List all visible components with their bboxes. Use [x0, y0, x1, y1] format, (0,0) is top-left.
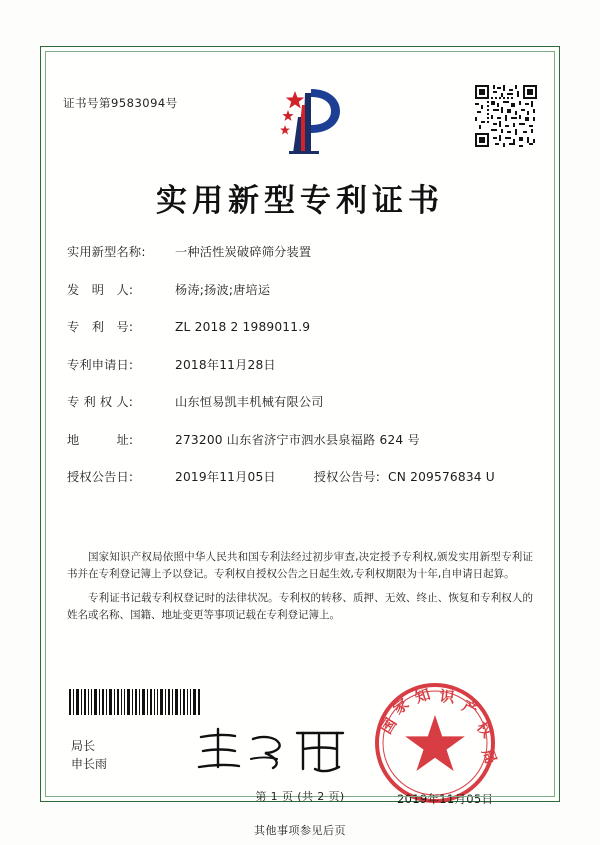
field-label: 实用新型名称: — [67, 245, 146, 259]
footer-note: 其他事项参见后页 — [254, 824, 346, 837]
field-row-patent-number — [67, 318, 533, 335]
field-label: 专利申请日: — [67, 357, 134, 372]
field-value: 273200 山东省济宁市泗水县泉福路 624 号 — [175, 432, 420, 447]
field-label: 专 利 权 人: — [67, 395, 134, 409]
svg-text:家: 家 — [389, 694, 413, 719]
handwritten-signature — [191, 723, 361, 777]
signature-name: 申长雨 — [71, 757, 108, 771]
field-row-address — [67, 431, 533, 448]
seal-date: 2019年11月05日 — [397, 792, 494, 806]
field-label: 地 址: — [67, 432, 134, 447]
field-row-grant-announcement — [67, 468, 533, 485]
page-title: 实用新型专利证书 — [156, 183, 444, 219]
legal-paragraph-2: 专利证书记载专利权登记时的法律状况。专利权的转移、质押、无效、终止、恢复和专利权人的姓名或名称、国籍、地址变更等事项记载在专利登记簿上。 — [67, 592, 533, 621]
field-value: 一种活性炭破碎筛分装置 — [175, 245, 312, 259]
field-label: 发 明 人: — [67, 282, 134, 297]
signature-title: 局长 — [71, 739, 96, 753]
svg-text:知: 知 — [412, 685, 433, 707]
field-row-invention-name — [67, 243, 533, 260]
field-value: ZL 2018 2 1989011.9 — [175, 320, 311, 334]
field-value-grant-number: CN 209576834 U — [388, 469, 495, 484]
field-label-grant-number: 授权公告号: — [313, 469, 381, 484]
field-row-inventors — [67, 281, 533, 298]
signature-label — [71, 737, 107, 773]
field-row-patentee — [67, 393, 533, 410]
svg-text:国: 国 — [377, 714, 401, 738]
certificate-number: 证书号第9583094号 — [63, 96, 178, 110]
qr-code-icon — [475, 85, 537, 147]
field-label-grant-date: 授权公告日: — [67, 469, 134, 484]
svg-text:局: 局 — [478, 746, 499, 767]
field-value-grant-date: 2019年11月05日 — [175, 469, 276, 484]
field-row-application-date — [67, 356, 533, 373]
barcode-icon — [69, 689, 201, 715]
svg-text:产: 产 — [459, 696, 481, 720]
svg-text:识: 识 — [438, 687, 456, 707]
field-value: 2018年11月28日 — [175, 357, 276, 372]
field-label: 专 利 号: — [67, 320, 134, 334]
field-value: 杨涛;扬波;唐培运 — [175, 282, 271, 297]
field-value: 山东恒易凯丰机械有限公司 — [175, 395, 324, 409]
patent-field-list — [67, 243, 533, 505]
cnipa-emblem-icon — [245, 83, 355, 159]
certificate-border — [40, 46, 560, 806]
svg-text:权: 权 — [472, 718, 497, 742]
legal-paragraph-1: 国家知识产权局依照中华人民共和国专利法经过初步审查,决定授予专利权,颁发实用新型专利证书并在专利登记簿上予以登记。专利权自授权公告之日起生效,专利权期限为十年,自申请日起算。 — [67, 551, 533, 580]
legal-body-text — [67, 549, 533, 631]
page-number: 第 1 页 (共 2 页) — [255, 790, 345, 803]
